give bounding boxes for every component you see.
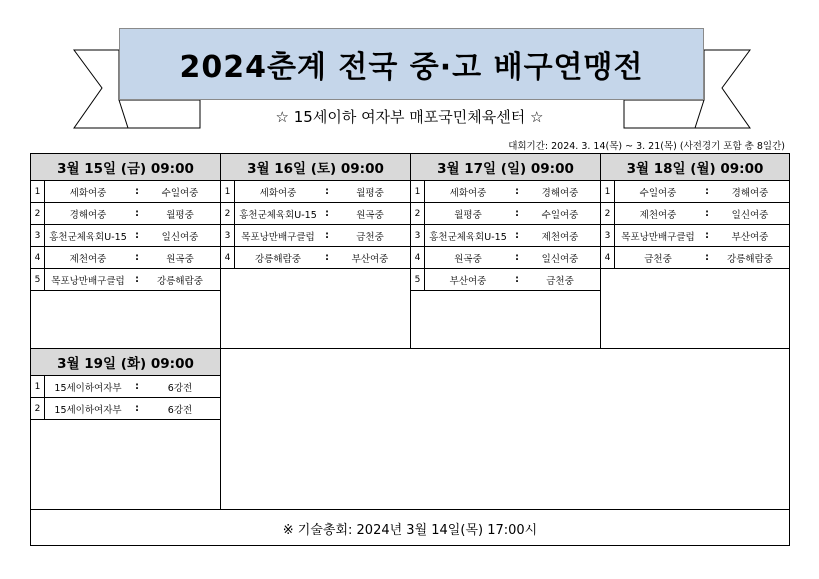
away-team: 부산여중 [731, 231, 769, 243]
home-team: 세화여중 [259, 187, 297, 199]
home-team: 금천중 [644, 253, 672, 265]
versus-separator: : [515, 186, 519, 197]
match-row [601, 203, 789, 225]
match-number: 1 [601, 181, 615, 202]
match-row [601, 181, 789, 203]
away-team: 제천여중 [541, 231, 579, 243]
versus-separator: : [135, 274, 139, 285]
versus-separator: : [325, 208, 329, 219]
match-number: 1 [221, 181, 235, 202]
home-team: 세화여중 [449, 187, 487, 199]
match-number: 2 [221, 203, 235, 224]
match-row [601, 225, 789, 247]
home-team: 세화여중 [69, 187, 107, 199]
day-column [601, 154, 789, 269]
versus-separator: : [515, 208, 519, 219]
away-team: 금천중 [546, 275, 574, 287]
day-header: 3월 17일 (일) 09:00 [411, 154, 600, 181]
match-number: 4 [31, 247, 45, 268]
match-number: 4 [601, 247, 615, 268]
home-team: 목포낭만배구클럽 [51, 275, 125, 287]
match-row [221, 181, 410, 203]
match-row [411, 247, 600, 269]
versus-separator: : [135, 403, 139, 414]
match-row [411, 203, 600, 225]
away-team: 경해여중 [731, 187, 769, 199]
match-number: 4 [411, 247, 425, 268]
versus-separator: : [705, 230, 709, 241]
home-team: 제천여중 [639, 209, 677, 221]
title-banner [119, 28, 704, 100]
versus-separator: : [515, 274, 519, 285]
away-team: 일신여중 [541, 253, 579, 265]
technical-meeting-note: ※ 기술총회: 2024년 3월 14일(목) 17:00시 [282, 522, 538, 538]
versus-separator: : [325, 252, 329, 263]
match-number: 3 [411, 225, 425, 246]
versus-separator: : [515, 252, 519, 263]
day-column [31, 154, 220, 291]
away-team: 강릉해람중 [157, 275, 203, 287]
match-row [31, 269, 220, 291]
away-team: 강릉해람중 [727, 253, 773, 265]
home-team: 부산여중 [449, 275, 487, 287]
away-team: 부산여중 [351, 253, 389, 265]
home-team: 목포낭만배구클럽 [621, 231, 695, 243]
versus-separator: : [135, 230, 139, 241]
away-team: 월평중 [356, 187, 384, 199]
match-number: 5 [411, 269, 425, 290]
match-row [31, 247, 220, 269]
match-number: 2 [31, 203, 45, 224]
home-team: 원곡중 [454, 253, 482, 265]
match-number: 3 [221, 225, 235, 246]
away-team: 6강전 [167, 404, 193, 416]
match-number: 3 [601, 225, 615, 246]
versus-separator: : [135, 186, 139, 197]
day-column [31, 349, 220, 420]
match-row [601, 247, 789, 269]
home-team: 홍천군체육회U-15 [49, 231, 127, 243]
match-row [221, 203, 410, 225]
day-header: 3월 16일 (토) 09:00 [221, 154, 410, 181]
versus-separator: : [135, 252, 139, 263]
match-number: 2 [411, 203, 425, 224]
match-row [221, 247, 410, 269]
home-team: 경해여중 [69, 209, 107, 221]
day-header: 3월 15일 (금) 09:00 [31, 154, 220, 181]
match-number: 2 [31, 398, 45, 419]
schedule-table [30, 153, 790, 546]
versus-separator: : [325, 230, 329, 241]
match-number: 2 [601, 203, 615, 224]
versus-separator: : [135, 381, 139, 392]
day-header: 3월 19일 (화) 09:00 [31, 349, 220, 376]
away-team: 수일여중 [161, 187, 199, 199]
match-number: 1 [31, 376, 45, 397]
match-number: 4 [221, 247, 235, 268]
home-team: 홍천군체육회U-15 [429, 231, 507, 243]
match-row [31, 203, 220, 225]
home-team: 제천여중 [69, 253, 107, 265]
day-header: 3월 18일 (월) 09:00 [601, 154, 789, 181]
match-row [31, 181, 220, 203]
match-row [31, 376, 220, 398]
home-team: 수일여중 [639, 187, 677, 199]
away-team: 경해여중 [541, 187, 579, 199]
away-team: 일신여중 [731, 209, 769, 221]
match-number: 3 [31, 225, 45, 246]
match-row [411, 269, 600, 291]
versus-separator: : [325, 186, 329, 197]
match-row [31, 225, 220, 247]
versus-separator: : [705, 252, 709, 263]
match-number: 1 [31, 181, 45, 202]
versus-separator: : [705, 208, 709, 219]
day-column [221, 154, 410, 269]
venue-subtitle: ☆ 15세이하 여자부 매포국민체육센터 ☆ [275, 108, 544, 126]
match-row [221, 225, 410, 247]
home-team: 홍천군체육회U-15 [239, 209, 317, 221]
versus-separator: : [135, 208, 139, 219]
versus-separator: : [515, 230, 519, 241]
away-team: 금천중 [356, 231, 384, 243]
home-team: 강릉해람중 [255, 253, 301, 265]
away-team: 원곡중 [356, 209, 384, 221]
tournament-period: 대회기간: 2024. 3. 14(목) ~ 3. 21(목) (사전경기 포함 총 8일간) [508, 141, 785, 152]
match-number: 1 [411, 181, 425, 202]
home-team: 목포낭만배구클럽 [241, 231, 315, 243]
away-team: 일신여중 [161, 231, 199, 243]
away-team: 월평중 [166, 209, 194, 221]
match-row [411, 225, 600, 247]
match-number: 5 [31, 269, 45, 290]
versus-separator: : [705, 186, 709, 197]
away-team: 수일여중 [541, 209, 579, 221]
page-title: 2024춘계 전국 중·고 배구연맹전 [179, 50, 644, 85]
home-team: 15세이하여자부 [54, 382, 122, 394]
away-team: 6강전 [167, 382, 193, 394]
home-team: 월평중 [454, 209, 482, 221]
match-row [411, 181, 600, 203]
home-team: 15세이하여자부 [54, 404, 122, 416]
day-column [411, 154, 600, 291]
away-team: 원곡중 [166, 253, 194, 265]
match-row [31, 398, 220, 420]
